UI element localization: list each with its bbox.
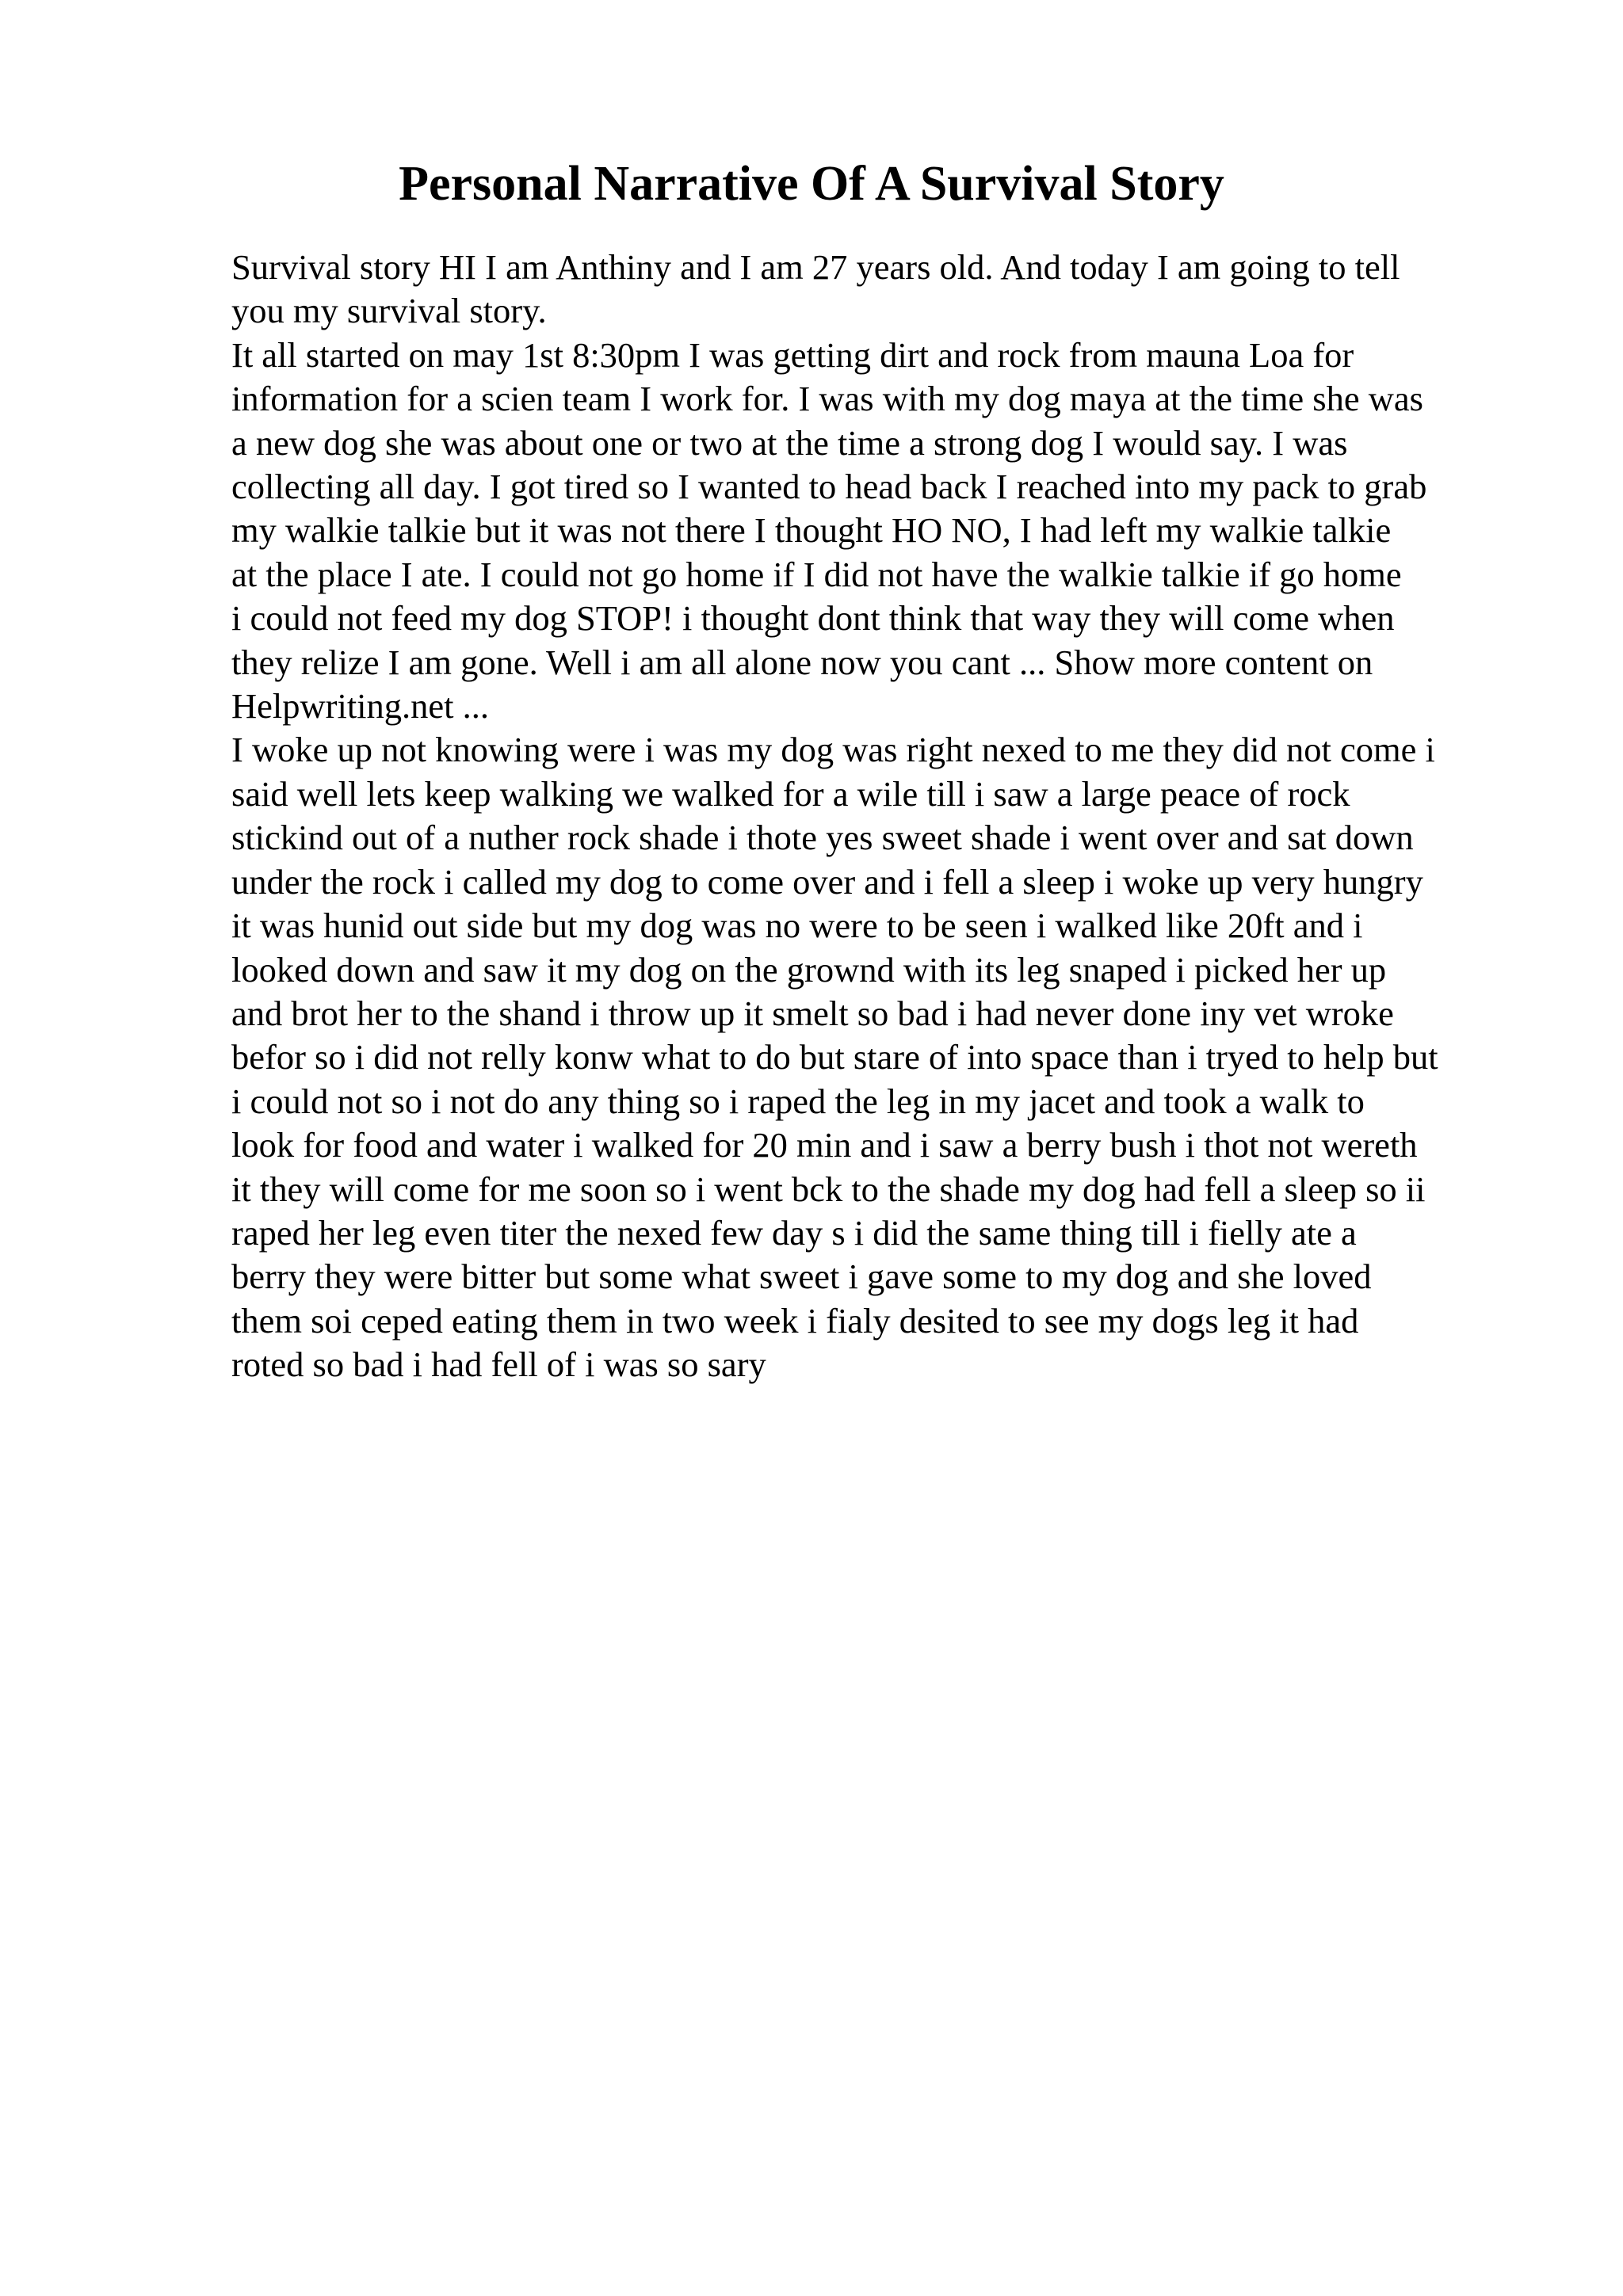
body-line: it they will come for me soon so i went bck to the shade my dog had fell a sleep so ii: [231, 1169, 1426, 1209]
body-line: Helpwriting.net ...: [231, 686, 490, 727]
body-line: information for a scien team I work for. I was with my dog maya at the time she was: [231, 379, 1423, 419]
body-line: said well lets keep walking we walked for a wile till i saw a large peace of rock: [231, 773, 1350, 814]
body-line: they relize I am gone. Well i am all alone now you cant ... Show more content on: [231, 642, 1373, 682]
body-line: it was hunid out side but my dog was no were to be seen i walked like 20ft and i: [231, 906, 1363, 946]
body-line: look for food and water i walked for 20 min and i saw a berry bush i thot not wereth: [231, 1125, 1418, 1165]
body-line: you my survival story.: [231, 291, 547, 331]
body-line: them soi ceped eating them in two week i fialy desited to see my dogs leg it had: [231, 1300, 1359, 1341]
body-line: raped her leg even titer the nexed few day s i did the same thing till i fielly ate a: [231, 1212, 1357, 1253]
body-line: It all started on may 1st 8:30pm I was getting dirt and rock from mauna Loa for: [231, 334, 1354, 375]
document-title: Personal Narrative Of A Survival Story: [399, 157, 1224, 211]
body-line: I woke up not knowing were i was my dog was right nexed to me they did not come i: [231, 730, 1435, 770]
body-line: a new dog she was about one or two at the time a strong dog I would say. I was: [231, 422, 1348, 463]
body-line: roted so bad i had fell of i was so sary: [231, 1344, 766, 1385]
body-line: Survival story HI I am Anthiny and I am 27 years old. And today I am going to tell: [231, 247, 1400, 287]
body-line: i could not feed my dog STOP! i thought dont think that way they will come when: [231, 598, 1395, 639]
body-line: befor so i did not relly konw what to do but stare of into space than i tryed to help but: [231, 1037, 1438, 1077]
body-line: collecting all day. I got tired so I wanted to head back I reached into my pack to grab: [231, 467, 1427, 507]
body-line: i could not so i not do any thing so i raped the leg in my jacet and took a walk to: [231, 1081, 1365, 1121]
body-line: berry they were bitter but some what sweet i gave some to my dog and she loved: [231, 1257, 1372, 1297]
body-line: looked down and saw it my dog on the grownd with its leg snaped i picked her up: [231, 949, 1387, 990]
body-line: my walkie talkie but it was not there I thought HO NO, I had left my walkie talkie: [231, 510, 1392, 551]
body-line: stickind out of a nuther rock shade i thote yes sweet shade i went over and sat down: [231, 818, 1414, 858]
body-line: at the place I ate. I could not go home if I did not have the walkie talkie if go home: [231, 554, 1402, 594]
document-body: [231, 246, 1515, 1387]
body-line: under the rock i called my dog to come over and i fell a sleep i woke up very hungry: [231, 861, 1423, 902]
body-line: and brot her to the shand i throw up it smelt so bad i had never done iny vet wroke: [231, 993, 1394, 1033]
